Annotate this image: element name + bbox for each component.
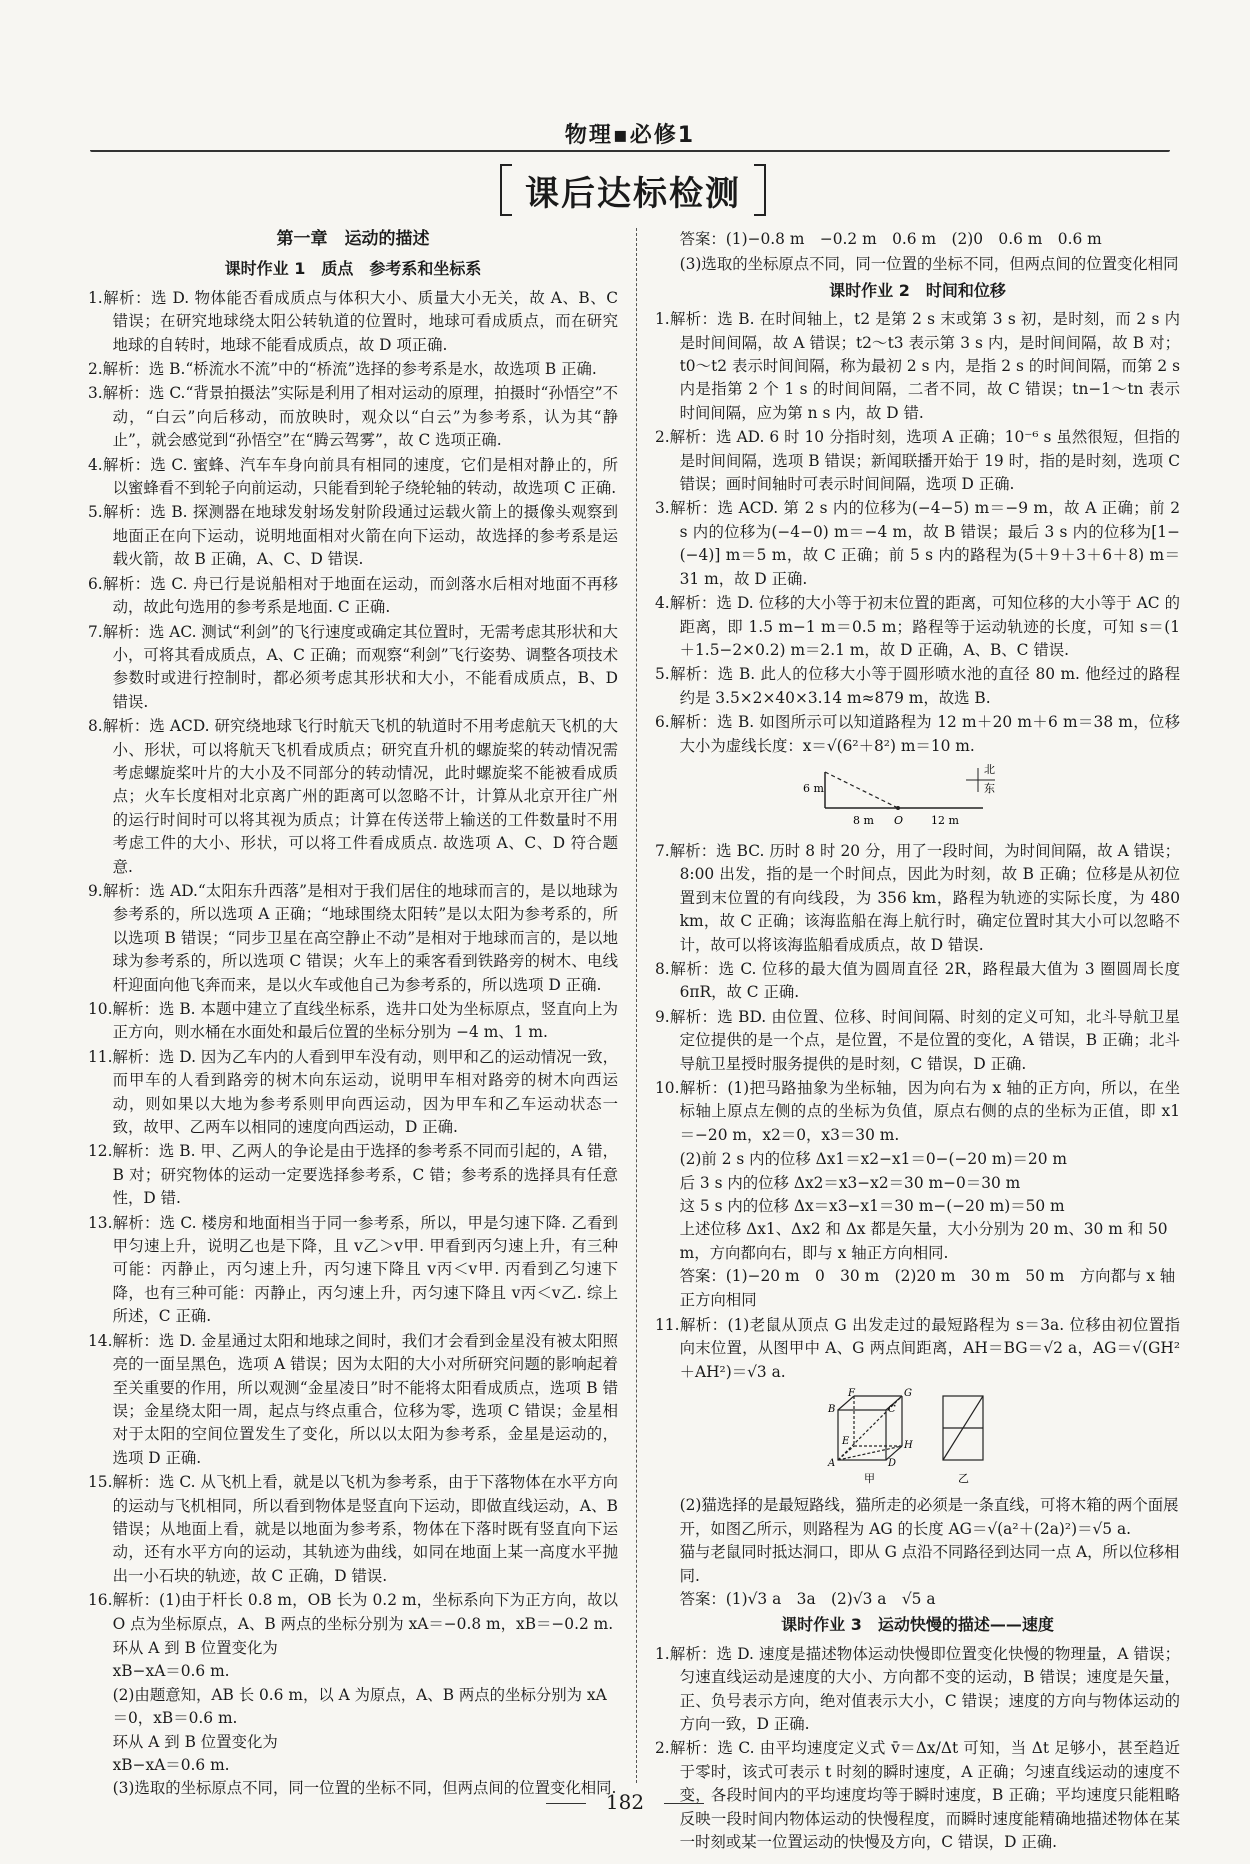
answer-item: 1.解析：选 D. 物体能否看成质点与体积大小、质量大小无关，故 A、B、C 错误；在研究地球绕太阳公转轨道的位置时，地球可看成质点，而在研究地球的自转时，地球不能看成质点，故 D 项正确. <box>88 288 618 354</box>
caption-jia: 甲 <box>863 1472 875 1486</box>
footer-dash <box>664 1803 704 1804</box>
page-header <box>90 118 1170 152</box>
pt-h: H <box>903 1440 913 1452</box>
answer-step: 环从 A 到 B 位置变化为 <box>112 1732 278 1751</box>
footer-dash <box>546 1803 586 1804</box>
header-title: 物理▪必修1 <box>564 123 696 148</box>
answer-item: 9.解析：选 BD. 由位置、位移、时间间隔、时刻的定义可知，北斗导航卫星定位提供的是一个点，是位置，不是位置的变化，A 错误，B 正确；北斗导航卫星授时服务提供的是时刻，C 错误，D 正确. <box>655 1007 1180 1073</box>
answer-item: 2.解析：选 C. 由平均速度定义式 v̄＝Δx/Δt 可知，当 Δt 足够小，甚至趋近于零时，该式可表示 t 时刻的瞬时速度，A 正确；匀速直线运动的速度不变，各段时间内的平均速度均等于瞬时速度，B 正确；平均速度只能粗略反映一段时间内物体运动的快慢程度，而瞬时速度能精确地描述物体在某一时刻或某一位置运动的快慢及方向，C 错误，D 正确. <box>655 1739 1180 1851</box>
displacement-diagram <box>803 762 1033 834</box>
pt-b: B <box>827 1404 835 1416</box>
answer-item: 7.解析：选 BC. 历时 8 时 20 分，用了一段时间，为时间间隔，故 A 错误；8:00 出发，指的是一个时间点，因此为时刻，故 B 正确；位移是从初位置到末位置的有向线段，为 356 km，路程为轨迹的实际长度，为 480 km，故 C 正确；该海监船在海上航行时，确定位置时其大小可以忽略不计，故可以将该海监船看成质点，故 D 错误. <box>655 841 1180 954</box>
answer-10: 答案：(1)−20 m 0 30 m (2)20 m 30 m 50 m 方向都与 x 轴正方向相同 <box>679 1267 1176 1309</box>
page-footer <box>0 1790 1250 1814</box>
answer-item: 15.解析：选 C. 从飞机上看，就是以飞机为参考系，由于下落物体在水平方向的运动与飞机相同，所以看到物体是竖直向下运动，即做直线运动，A、B 错误；从地面上看，就是以地面为参考系，物体在下落时既有竖直向下运动，还有水平方向的运动，其轨迹为曲线，如同在地面上某一高度水平抛出一小石块的轨迹，故 C 正确，D 错误. <box>88 1473 618 1585</box>
answer-item: 4.解析：选 C. 蜜蜂、汽车车身向前具有相同的速度，它们是相对静止的，所以蜜蜂看不到轮子向前运动，只能看到轮子绕轮轴的转动，故选项 C 正确. <box>88 455 618 498</box>
pt-a: A <box>827 1458 835 1470</box>
label-8m: 8 m <box>852 813 874 827</box>
answer-list <box>655 308 1180 758</box>
answer-item: 3.解析：选 C.“背景拍摄法”实际是利用了相对运动的原理，拍摄时“孙悟空”不动，“白云”向后移动，而放映时，观众以“白云”为参考系，认为其“静止”，就会感觉到“孙悟空”在“腾云驾雾”，故 C 选项正确. <box>88 384 618 450</box>
answer-16: 答案：(1)−0.8 m −0.2 m 0.6 m (2)0 0.6 m 0.6 m <box>679 230 1102 248</box>
answer-list <box>88 287 618 1636</box>
answer-step: 后 3 s 内的位移 Δx2＝x3−x2＝30 m−0＝30 m <box>679 1173 1021 1192</box>
answer-item: 3.解析：选 ACD. 第 2 s 内的位移为(−4−5) m＝−9 m，故 A 正确；前 2 s 内的位移为(−4−0) m＝−4 m，故 B 错误；最后 3 s 内的位移为[1−(−4)] m＝5 m，故 C 正确；前 5 s 内的路程为(5＋9＋3＋6＋8) m＝31 m，故 D 正确. <box>655 499 1180 588</box>
answer-item: 10.解析：选 B. 本题中建立了直线坐标系，选井口处为坐标原点，竖直向上为正方向，则水桶在水面处和最后位置的坐标分别为 −4 m、1 m. <box>88 1000 618 1042</box>
answer-item: 12.解析：选 B. 甲、乙两人的争论是由于选择的参考系不同而引起的，A 错，B 对；研究物体的运动一定要选择参考系，C 错；参考系的选择具有任意性，D 错. <box>88 1142 618 1208</box>
answer-item: 4.解析：选 D. 位移的大小等于初末位置的距离，可知位移的大小等于 AC 的距离，即 1.5 m−1 m＝0.5 m；路程等于运动轨迹的长度，可知 s＝(1＋1.5−2×0.2) m＝2.1 m，故 D 正确，A、B、C 错误. <box>655 594 1180 659</box>
answer-item: 9.解析：选 AD.“太阳东升西落”是相对于我们居住的地球而言的，是以地球为参考系的，所以选项 A 正确；“地球围绕太阳转”是以太阳为参考系的，所以选项 B 错误；“同步卫星在高空静止不动”是相对于地球而言的，是以地球为参考系的，所以选项 C 错误；火车上的乘客看到铁路旁的树木、电线杆迎面向他飞奔而来，是以火车或他自己为参考系的，所以选项 D 正确. <box>88 881 618 994</box>
lesson-title: 课时作业 1 质点 参考系和坐标系 <box>224 259 482 279</box>
section-banner: 课后达标检测 <box>500 166 766 214</box>
answer-step: 上述位移 Δx1、Δx2 和 Δx 都是矢量，大小分别为 20 m、30 m 和 50 m，方向都向右，即与 x 轴正方向相同. <box>679 1220 1168 1262</box>
page-number: 182 <box>605 1790 645 1814</box>
answer-item: 10.解析：(1)把马路抽象为坐标轴，因为向右为 x 轴的正方向，所以，在坐标轴上原点左侧的点的坐标为负值，原点右侧的点的坐标为正值，即 x1＝−20 m，x2＝0，x3＝30 m. <box>655 1079 1180 1144</box>
pt-e: E <box>841 1436 849 1448</box>
caption-yi: 乙 <box>957 1472 969 1486</box>
answer-item: 1.解析：选 D. 速度是描述物体运动快慢即位置变化快慢的物理量，A 错误；匀速直线运动是速度的大小、方向都不变的运动，B 错误；速度是矢量，正、负号表示方向，绝对值表示大小，C 错误；速度的方向与物体运动的方向一致，D 正确. <box>655 1644 1180 1733</box>
answer-11: 答案：(1)√3 a 3a (2)√3 a √5 a <box>679 1589 936 1608</box>
box-diagram <box>818 1388 1018 1488</box>
answer-11-steps <box>655 1494 1180 1588</box>
answer-step: 猫与老鼠同时抵达洞口，即从 G 点沿不同路径到达同一点 A，所以位移相同. <box>679 1543 1180 1585</box>
answer-item: 8.解析：选 ACD. 研究绕地球飞行时航天飞机的轨道时不用考虑航天飞机的大小、形状，可以将航天飞机看成质点；研究直升机的螺旋桨的转动情况需考虑螺旋桨叶片的大小及不同部分的转动情况，此时螺旋桨不能被看成质点；火车长度相对北京离广州的距离可以忽略不计，计算从北京开往广州的运行时间时可以将其视为质点；计算在传送带上输送的工件数量时不用考虑工件的大小、形状，可以将工件看成质点. 故选项 A、C、D 符合题意. <box>88 717 618 876</box>
lesson-title: 课时作业 3 运动快慢的描述——速度 <box>781 1615 1054 1635</box>
lesson-title: 课时作业 2 时间和位移 <box>829 280 1006 300</box>
answer-10-steps <box>655 1148 1180 1265</box>
answer-item: 2.解析：选 B.“桥流水不流”中的“桥流”选择的参考系是水，故选项 B 正确. <box>88 360 597 379</box>
answer-item-11: 11.解析：(1)老鼠从顶点 G 出发走过的最短路程为 s＝3a. 位移由初位置指向末位置，从图甲中 A、G 两点间距离，AH＝BG＝√2 a，AG＝√(GH²＋AH²)＝√3 a. <box>655 1316 1180 1381</box>
answer-list <box>655 1643 1180 1855</box>
answer-item: 11.解析：选 D. 因为乙车内的人看到甲车没有动，则甲和乙的运动情况一致，而甲车的人看到路旁的树木向东运动，说明甲车相对路旁的树木向西运动，则如果以大地为参考系则甲向西运动，因为甲车和乙车运动状态一致，故甲、乙两车以相同的速度向西运动，D 正确. <box>88 1047 618 1137</box>
answer-item: 6.解析：选 B. 如图所示可以知道路程为 12 m＋20 m＋6 m＝38 m，位移大小为虚线长度：x＝√(6²＋8²) m＝10 m. <box>655 713 1180 755</box>
right-column <box>655 228 1180 1855</box>
answer-step: 环从 A 到 B 位置变化为 <box>112 1638 278 1657</box>
answer-item: 5.解析：选 B. 探测器在地球发射场发射阶段通过运载火箭上的摄像头观察到地面正在向下运动，说明地面相对火箭在向下运动，故选择的参考系是运载火箭，故 B 正确，A、C、D 错误. <box>88 503 618 569</box>
answer-list <box>655 840 1180 1147</box>
pt-g: G <box>903 1388 912 1400</box>
answer-step: (3)选取的坐标原点不同，同一位置的坐标不同，但两点间的位置变化相同. <box>112 1779 617 1798</box>
answer-item: 13.解析：选 C. 楼房和地面相当于同一参考系，所以，甲是匀速下降. 乙看到甲匀速上升，说明乙也是下降，且 v乙＞v甲. 甲看到丙匀速上升，有三种可能：丙静止，丙匀速上升，丙匀速下降且 v丙＜v甲. 丙看到乙匀速下降，也有三种可能：丙静止，丙匀速上升，丙匀速下降且 v丙＜v乙. 综上所述，C 正确. <box>88 1213 618 1326</box>
answer-item: 2.解析：选 AD. 6 时 10 分指时刻，选项 A 正确；10⁻⁶ s 虽然很短，但指的是时间间隔，选项 B 错误；新闻联播开始于 19 时，指的是时刻，选项 C 错误；画时间轴时可表示时间间隔，选项 D 正确. <box>655 428 1180 494</box>
pt-c: C <box>887 1404 896 1416</box>
chapter-title: 第一章 运动的描述 <box>276 229 430 249</box>
answer-item: 8.解析：选 C. 位移的最大值为圆周直径 2R，路程最大值为 3 圈圆周长度 6πR，故 C 正确. <box>655 959 1180 1002</box>
answer-item: 5.解析：选 B. 此人的位移大小等于圆形喷水池的直径 80 m. 他经过的路程约是 3.5×2×40×3.14 m≈879 m，故选 B. <box>655 665 1180 707</box>
answer-item: 1.解析：选 B. 在时间轴上，t2 是第 2 s 末或第 3 s 初，是时刻，而 2 s 内是时间间隔，故 A 错误；t2～t3 表示第 3 s 内，是时间间隔，故 B 对；t0～t2 表示时间间隔，称为最初 2 s 内，是指 2 s 的时间间隔，而第 2 s 内是指第 2 个 1 s 的时间间隔，二者不同，故 C 错误；tn−1～tn 表示时间间隔，应为第 n s 内，故 D 错. <box>655 310 1180 422</box>
answer-step: 这 5 s 内的位移 Δx＝x3−x1＝30 m−(−20 m)＝50 m <box>679 1197 1065 1216</box>
answer-item: 7.解析：选 AC. 测试“利剑”的飞行速度或确定其位置时，无需考虑其形状和大小，可将其看成质点，A、C 正确；而观察“利剑”飞行姿势、调整各项技术参数时或进行控制时，都必须考虑其形状和大小，不能看成质点，B、D 错误. <box>88 622 618 711</box>
answer-item: 6.解析：选 C. 舟已行是说船相对于地面在运动，而剑落水后相对地面不再移动，故此句选用的参考系是地面. C 正确. <box>88 574 618 617</box>
label-6m: 6 m <box>802 781 824 795</box>
column-divider <box>636 228 637 1783</box>
east-label: 东 <box>983 781 995 795</box>
answer-step: xB−xA＝0.6 m. <box>112 1756 230 1774</box>
left-column <box>88 228 618 1801</box>
answer-item: 16.解析：(1)由于杆长 0.8 m，OB 长为 0.2 m，坐标系向下为正方向，故以 O 点为坐标原点，A、B 两点的坐标分别为 xA＝−0.8 m，xB＝−0.2 m. <box>88 1591 618 1633</box>
answer-item: 14.解析：选 D. 金星通过太阳和地球之间时，我们才会看到金星没有被太阳照亮的一面呈黑色，选项 A 错误；因为太阳的大小对所研究问题的影响起着至关重要的作用，所以观测“金星凌日”时不能将太阳看成质点，选项 B 错误；金星绕太阳一周，起点与终点重合，位移为零，选项 C 错误；金星相对于太阳的空间位置发生了变化，所以以太阳为参考系，金星是运动的，选项 D 正确. <box>88 1331 618 1467</box>
answer-step: (2)由题意知，AB 长 0.6 m，以 A 为原点，A、B 两点的坐标分别为 xA＝0，xB＝0.6 m. <box>112 1685 607 1728</box>
answer-16-steps <box>88 1637 618 1801</box>
pt-f: F <box>847 1388 855 1400</box>
answer-step: xB−xA＝0.6 m. <box>112 1662 230 1681</box>
north-label: 北 <box>983 762 995 776</box>
label-12m: 12 m <box>930 813 959 827</box>
answer-16b: (3)选取的坐标原点不同，同一位置的坐标不同，但两点间的位置变化相同 <box>679 255 1179 274</box>
answer-step: (2)前 2 s 内的位移 Δx1＝x2−x1＝0−(−20 m)＝20 m <box>679 1150 1067 1169</box>
label-o: O <box>893 813 903 827</box>
pt-d: D <box>887 1458 896 1470</box>
header-rule <box>90 150 1170 152</box>
answer-step: (2)猫选择的是最短路线，猫所走的必须是一条直线，可将木箱的两个面展开，如图乙所示，则路程为 AG 的长度 AG＝√(a²＋(2a)²)＝√5 a. <box>679 1496 1179 1538</box>
